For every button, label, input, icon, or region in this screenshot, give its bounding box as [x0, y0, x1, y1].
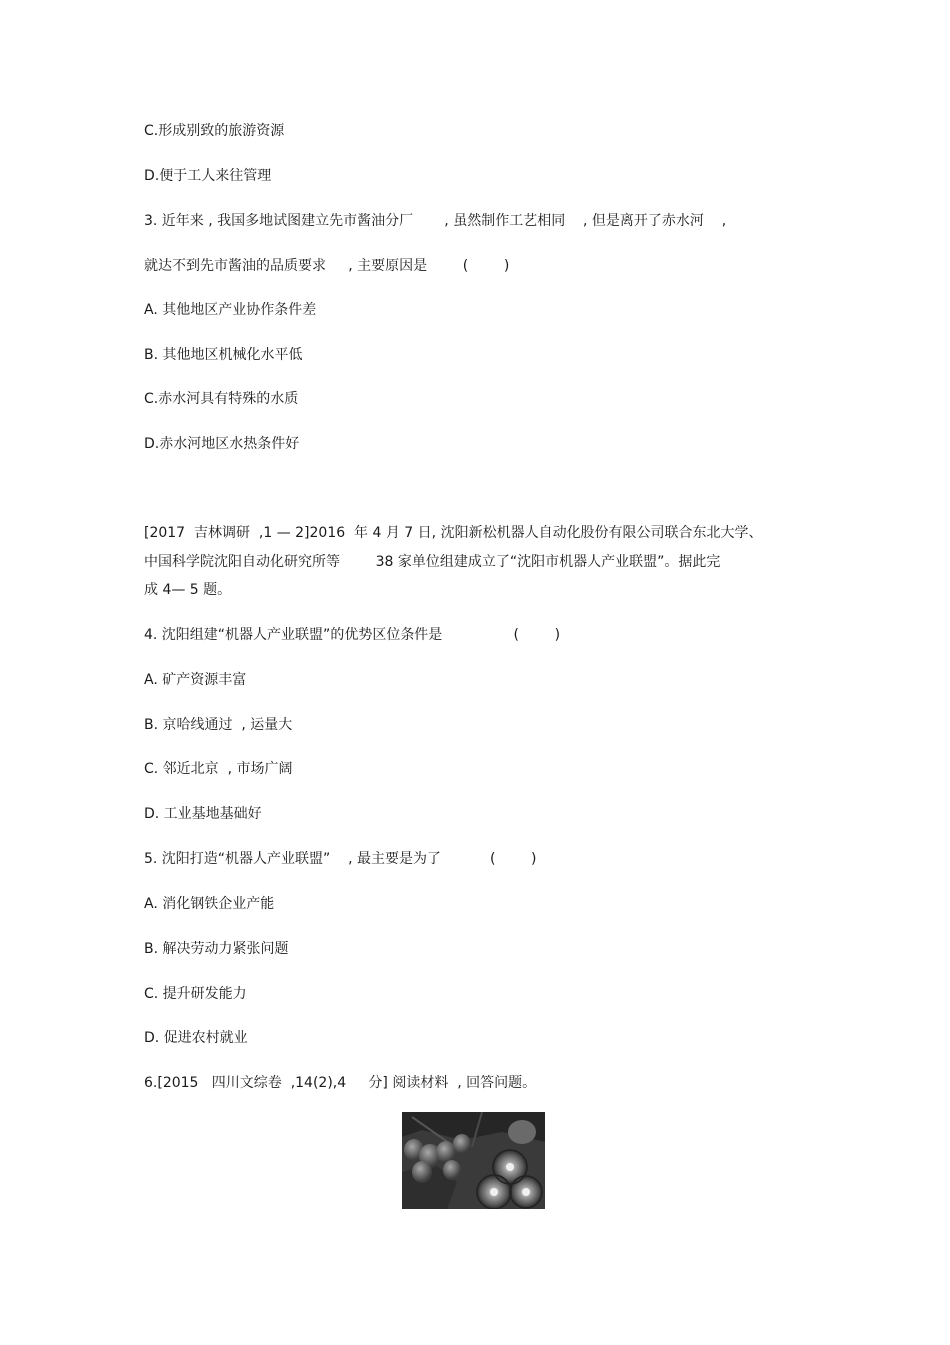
q5-option-d: D. 促进农村就业 [144, 1030, 248, 1046]
q3-option-a: A. 其他地区产业协作条件差 [144, 302, 317, 318]
q5-option-c: C. 提升研发能力 [144, 986, 247, 1002]
material-line3: 成 4— 5 题。 [144, 582, 232, 598]
q4-option-b: B. 京哈线通过 , 运量大 [144, 717, 293, 733]
q5-option-a: A. 消化钢铁企业产能 [144, 896, 275, 912]
q6-stem: 6.[2015 四川文综卷 ,14(2),4 分] 阅读材料 , 回答问题。 [144, 1075, 537, 1091]
material-line2: 中国科学院沈阳自动化研究所等 38 家单位组建成立了“沈阳市机器人产业联盟”。据此完 [144, 554, 721, 570]
q4-option-a: A. 矿产资源丰富 [144, 672, 247, 688]
q2-option-c: C.形成别致的旅游资源 [144, 123, 285, 139]
q2-option-d: D.便于工人来往管理 [144, 168, 272, 184]
q3-option-b: B. 其他地区机械化水平低 [144, 347, 303, 363]
q5-option-b: B. 解决劳动力紧张问题 [144, 941, 289, 957]
q3-stem-line1: 3. 近年来 , 我国多地试图建立先市酱油分厂 , 虽然制作工艺相同 , 但是离开了赤水河 , [144, 213, 727, 229]
q4-option-c: C. 邻近北京 , 市场广阔 [144, 761, 293, 777]
q4-option-d: D. 工业基地基础好 [144, 806, 262, 822]
kiwifruit-photo [402, 1112, 545, 1209]
q4-stem: 4. 沈阳组建“机器人产业联盟”的优势区位条件是 ( ) [144, 627, 561, 643]
q3-option-c: C.赤水河具有特殊的水质 [144, 391, 299, 407]
q3-stem-line2: 就达不到先市酱油的品质要求 , 主要原因是 ( ) [144, 258, 510, 274]
q3-option-d: D.赤水河地区水热条件好 [144, 436, 300, 452]
material-line1: [2017 吉林调研 ,1 — 2]2016 年 4 月 7 日, 沈阳新松机器人自动化股份有限公司联合东北大学、 [144, 525, 763, 541]
q5-stem: 5. 沈阳打造“机器人产业联盟” , 最主要是为了 ( ) [144, 851, 537, 867]
